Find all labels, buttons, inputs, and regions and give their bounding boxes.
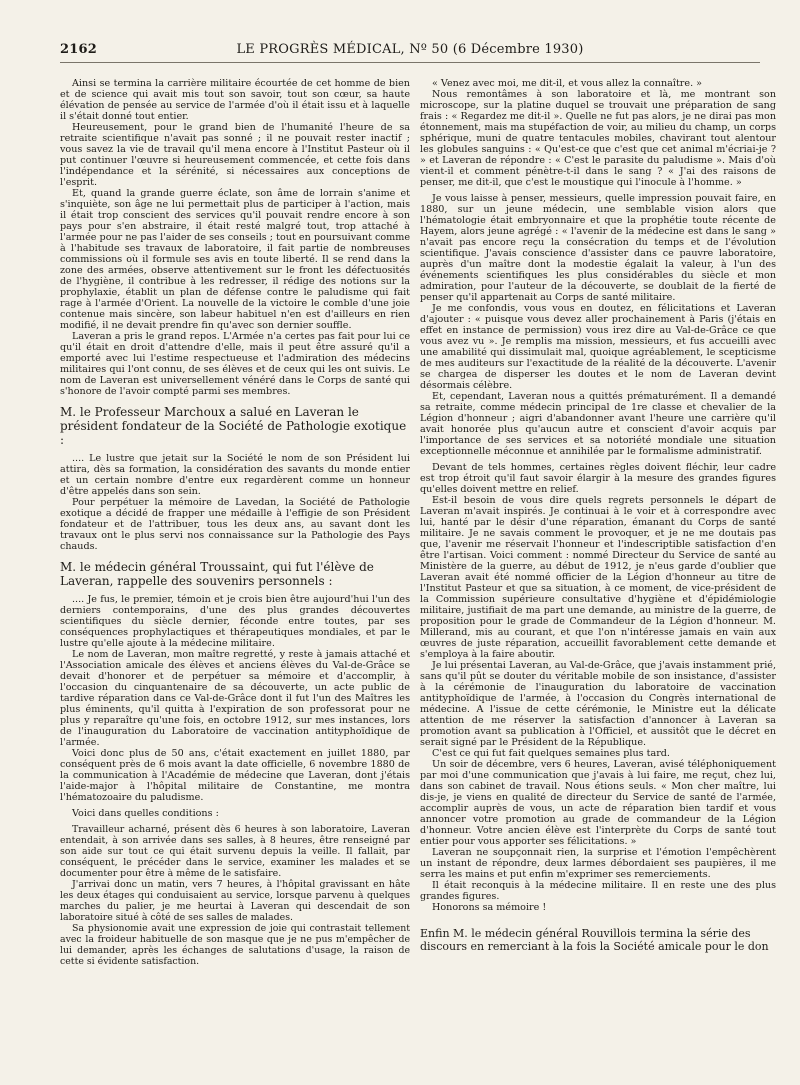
right-column (420, 78, 776, 1078)
paragraph: Je me confondis, vous vous en doutez, en félicitations et Laveran d'ajouter : « puisque vous devez aller prochainement à Paris (j'étais en effet en instance de permission) vous irez dire au Val-de-Grâce ce que vous avez vu ». Je remplis ma mission, messieurs, et fus accueilli avec une amabilité qui dissimulait mal, quoique agréablement, le scepticisme de mes auditeurs sur l'exactitude de la réalité de la découverte. L'avenir se chargea de disperser les doutes et le nom de Laveran devint désormais célèbre. (420, 303, 776, 391)
page-number: 2162 (60, 42, 97, 57)
paragraph: C'est ce qui fut fait quelques semaines plus tard. (432, 748, 670, 759)
section-heading-marchoux: M. le Professeur Marchoux a salué en Laveran le président fondateur de la Société de Pathologie exotique : (60, 405, 407, 447)
paragraph: Ainsi se termina la carrière militaire écourtée de cet homme de bien et de science qui avait mis tout son savoir, tout son cœur, sa haute élévation de pensée au service de l'armée d'où il était issu et à laquelle il s'était donné tout entier. (60, 78, 410, 122)
paragraph: Voici donc plus de 50 ans, c'était exactement en juillet 1880, par conséquent près de 6 mois avant la date officielle, 6 novembre 1880 de la communication à l'Académie de médecine que Laveran, dont j'étais l'aide-major à l'hôpital militaire de Constantine, me montra l'hématozoaire du paludisme. (60, 748, 410, 803)
faint-footer-mark (250, 1066, 550, 1076)
paragraph: Voici dans quelles conditions : (72, 808, 219, 819)
paragraph: Et, cependant, Laveran nous a quittés prématurément. Il a demandé sa retraite, comme médecin principal de 1re classe et chevalier de la Légion d'honneur ; aigri d'abandonner avant l'heure une carrière qu'il avait honorée plus qu'aucun autre et conscient d'avoir acquis par l'importance de ses services et sa notoriété mondiale une situation exceptionnelle méconnue et annihilée par le formalisme administratif. (420, 391, 776, 457)
paragraph: Heureusement, pour le grand bien de l'humanité l'heure de sa retraite scientifique n'avait pas sonné ; il ne pouvait rester inactif ; vous savez la vie de travail qu'il mena encore à l'Institut Pasteur où il put continuer l'œuvre si heureusement commencée, et cette fois dans l'indépendance et la sérénité, si nécessaires aux conceptions de l'esprit. (60, 122, 410, 188)
paragraph: Je vous laisse à penser, messieurs, quelle impression pouvait faire, en 1880, sur un jeune médecin, une semblable vision alors que l'hématologie était embryonnaire et que la prophétie toute récente de Hayem, alors jeune agrégé : « l'avenir de la médecine est dans le sang » n'avait pas encore reçu la consécration du temps et de l'évolution scientifique. J'avais conscience d'assister dans ce pauvre laboratoire, auprès d'un maître dont la modestie égalait la valeur, à l'un des événements scientifiques les plus considérables du siècle et mon admiration, pour l'auteur de la découverte, se doublait de la fierté de penser qu'il appartenait au Corps de santé militaire. (420, 193, 776, 303)
paragraph: « Venez avec moi, me dit-il, et vous allez la connaître. » (432, 78, 703, 89)
section-heading-troussaint: M. le médecin général Troussaint, qui fut l'élève de Laveran, rappelle des souvenirs personnels : (60, 560, 374, 588)
closing-paragraph: Enfin M. le médecin général Rouvillois termina la série des discours en remerciant à la fois la Société amicale pour le don (420, 927, 769, 953)
paragraph: J'arrivai donc un matin, vers 7 heures, à l'hôpital gravissant en hâte les deux étages qui conduisaient au service, lorsque parvenu à quelques marches du palier, je me heurtai à Laveran qui descendait de son laboratoire situé à côté de ses salles de malades. (60, 879, 410, 923)
paragraph: Nous remontâmes à son laboratoire et là, me montrant son microscope, sur la platine duquel se trouvait une préparation de sang frais : « Regardez me dit-il ». Quelle ne fut pas alors, je ne dirai pas mon étonnement, mais ma stupéfaction de voir, au milieu du champ, un corps sphérique, muni de quatre tentacules mobiles, chavirant tout alentour les globules sanguins : « Qu'est-ce que c'est que cet animal m'écriai-je ? » et Laveran de répondre : « C'est le parasite du paludisme ». Mais d'où vient-il et comment pénètre-t-il dans le sang ? « J'ai des raisons de penser, me dit-il, que c'est le moustique qui l'inocule à l'homme. » (420, 89, 776, 188)
paragraph: .... Le lustre que jetait sur la Société le nom de son Président lui attira, dès sa formation, la considération des savants du monde entier et un certain nombre d'entre eux regardèrent comme un honneur d'être appelés dans son sein. (60, 453, 410, 497)
paragraph: Laveran a pris le grand repos. L'Armée n'a certes pas fait pour lui ce qu'il était en droit d'attendre d'elle, mais il peut être assuré qu'il a emporté avec lui l'estime respectueuse et l'admiration des médecins militaires qui l'ont connu, de ses élèves et de ceux qui les ont suivis. Le nom de Laveran est universellement vénéré dans le Corps de santé qui s'honore de l'avoir compté parmi ses membres. (60, 331, 410, 397)
paragraph: Pour perpétuer la mémoire de Lavedan, la Société de Pathologie exotique a décidé de frapper une médaille à l'effigie de son Président fondateur et de l'attribuer, tous les deux ans, au savant dont les travaux ont le plus servi nos connaissance sur la Pathologie des Pays chauds. (60, 497, 410, 552)
paragraph: Un soir de décembre, vers 6 heures, Laveran, avisé téléphoniquement par moi d'une communication que j'avais à lui faire, me reçut, chez lui, dans son cabinet de travail. Nous étions seuls. « Mon cher maître, lui dis-je, je viens en qualité de directeur du Service de santé de l'armée, accomplir auprès de vous, un acte de réparation bien tardif et vous annoncer votre promotion au grade de commandeur de la Légion d'honneur. Votre ancien élève est l'interprète du Corps de santé tout entier pour vous apporter ses félicitations. » (420, 759, 776, 847)
paragraph: Honorons sa mémoire ! (432, 902, 547, 913)
paragraph: Et, quand la grande guerre éclate, son âme de lorrain s'anime et s'inquiète, son âge ne lui permettait plus de participer à l'action, mais il était trop conscient des services qu'il pouvait rendre encore à son pays pour s'en abstraire, il était resté malgré tout, trop attaché à l'armée pour ne pas l'aider de ses conseils ; tout en poursuivant comme à l'habitude ses travaux de laboratoire, il fait partie de nombreuses commissions où il formule ses avis en toute liberté. Il se rend dans la zone des armées, observe attentivement sur le front les défectuosités de l'hygiène, il contribue à les redresser, il rédige des notions sur la prophylaxie, établit un plan de défense contre le paludisme qui fait rage à l'armée d'Orient. La nouvelle de la victoire le comble d'une joie contenue mais sincère, son labeur habituel n'en est d'ailleurs en rien modifié, il ne devait prendre fin qu'avec son dernier souffle. (60, 188, 410, 331)
paragraph: Est-il besoin de vous dire quels regrets personnels le départ de Laveran m'avait inspirés. Je continuai à le voir et à correspondre avec lui, hanté par le désir d'une réparation, émanant du Corps de santé militaire. Je ne savais comment le provoquer, et je ne me doutais pas que, l'avenir me réservait l'honneur et l'indescriptible satisfaction d'en être l'artisan. Voici comment : nommé Directeur du Service de santé au Ministère de la guerre, au début de 1912, je n'eus garde d'oublier que Laveran avait été nommé officier de la Légion d'honneur au titre de l'Institut Pasteur et que sa situation, à ce moment, de vice-président de la Commission supérieure consultative d'hygiène et d'épidémiologie militaire, justifiait de ma part une demande, au ministre de la guerre, de proposition pour le grade de Commandeur de la Légion d'honneur. M. Millerand, mis au courant, et que l'on n'intéresse jamais en vain aux œuvres de juste réparation, accueillit favorablement cette demande et s'employa à la faire aboutir. (420, 495, 776, 660)
paragraph: Il était reconquis à la médecine militaire. Il en reste une des plus grandes figures. (420, 880, 776, 902)
paragraph: Sa physionomie avait une expression de joie qui contrastait tellement avec la froideur habituelle de son masque que je ne pus m'empêcher de lui demander, après les échanges de salutations d'usage, la raison de cette si évidente satisfaction. (60, 923, 410, 967)
left-column (60, 78, 410, 1078)
paragraph: .... Je fus, le premier, témoin et je crois bien être aujourd'hui l'un des derniers contemporains, d'une des plus grandes découvertes scientifiques du siècle dernier, féconde entre toutes, par ses conséquences prophylactiques et thérapeutiques mondiales, et par le lustre qu'elle ajoute à la médecine militaire. (60, 594, 410, 649)
running-title: LE PROGRÈS MÉDICAL, Nº 50 (6 Décembre 1930) (236, 42, 584, 57)
paragraph: Devant de tels hommes, certaines règles doivent fléchir, leur cadre est trop étroit qu'il faut savoir élargir à la mesure des grandes figures qu'elles doivent mettre en relief. (420, 462, 776, 495)
paragraph: Je lui présentai Laveran, au Val-de-Grâce, que j'avais instamment prié, sans qu'il pût se douter du véritable mobile de son insistance, d'assister à la cérémonie de l'inauguration du laboratoire de vaccination antityphoïdique de l'armée, à l'occasion du Congrès international de médecine. A l'issue de cette cérémonie, le Ministre eut la délicate attention de me réserver la satisfaction d'annoncer à Laveran sa promotion avant sa publication à l'Officiel, et aussitôt que le décret en serait signé par le Président de la République. (420, 660, 776, 748)
page-header (60, 40, 760, 63)
paragraph: Laveran ne soupçonnait rien, la surprise et l'émotion l'empêchèrent un instant de répondre, deux larmes débordaient ses paupières, il me serra les mains et put enfin m'exprimer ses remerciements. (420, 847, 776, 880)
paragraph: Travailleur acharné, présent dès 6 heures à son laboratoire, Laveran entendait, à son arrivée dans ses salles, à 8 heures, être renseigné par son aide sur tout ce qui était survenu depuis la veille. Il fallait, par conséquent, le précéder dans le service, examiner les malades et se documenter pour être à même de le satisfaire. (60, 824, 410, 879)
paragraph: Le nom de Laveran, mon maître regretté, y reste à jamais attaché et l'Association amicale des élèves et anciens élèves du Val-de-Grâce se devait d'honorer et de perpétuer sa mémoire et d'accomplir, à l'occasion du cinquantenaire de sa découverte, un acte public de tardive réparation dans ce Val-de-Grâce dont il fut l'un des Maîtres les plus éminents, qu'il quitta à l'expiration de son professorat pour ne plus y reparaître qu'une fois, en octobre 1912, sur mes instances, lors de l'inauguration du Laboratoire de vaccination antityphoïdique de l'armée. (60, 649, 410, 748)
